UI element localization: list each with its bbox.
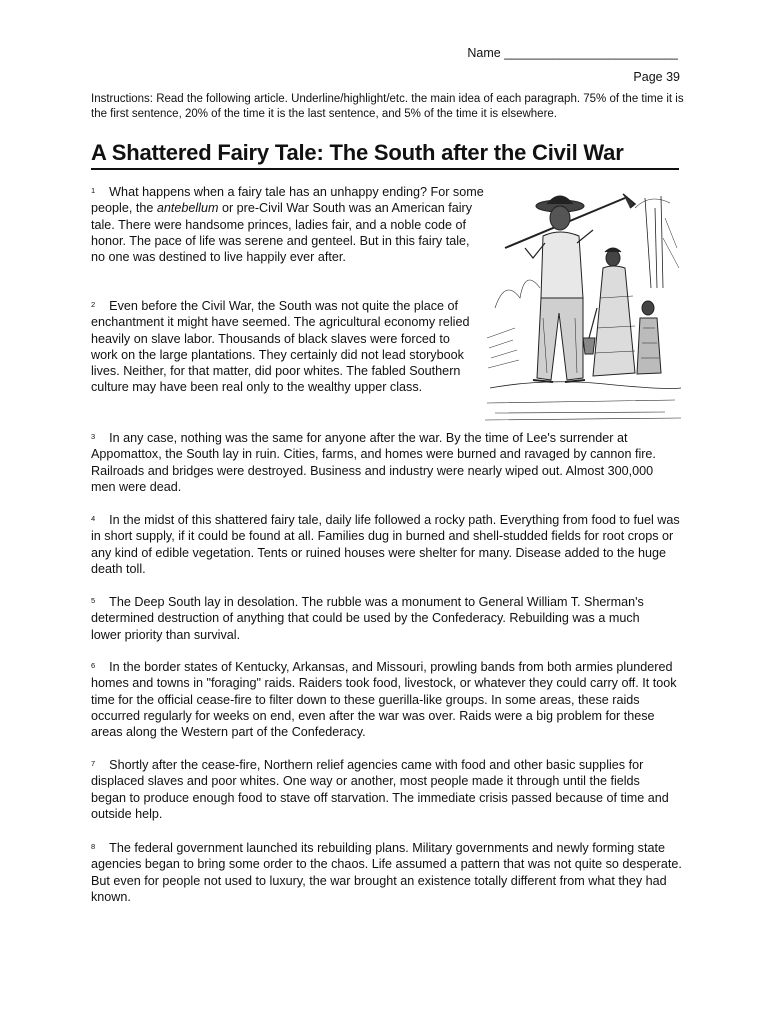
paragraph-number: 6 (91, 661, 96, 670)
paragraph-text: What happens when a fairy tale has an unhappy ending? For some people, the (91, 185, 484, 216)
paragraph-7 (91, 757, 671, 822)
paragraph-text: In any case, nothing was the same for anyone after the war. By the time of Lee's surrender at Appomattox, the South lay in ruin. Cities, farms, and homes were burned and ravaged by cannon fire. Railroads and bridges were destroyed. Business and industry were nearly wiped out. Almost 300,000 men were dead. (91, 431, 656, 494)
paragraph-text: Even before the Civil War, the South was not quite the place of enchantment it might have seemed. The agricultural economy relied heavily on slave labor. Thousands of black slaves were forced to work on the large plantations. They certainly did not lead storybook lives. Neither, for that matter, did poor whites. The fabled Southern culture may have been real only to the wealthy upper class. (91, 299, 470, 395)
paragraph-1 (91, 184, 487, 265)
paragraph-text: In the midst of this shattered fairy tale, daily life followed a rocky path. Everything from food to fuel was in short supply, if it could be found at all. Families dug in burned and shell-studded fields for root crops or any kind of edible vegetation. Tents or ruined houses were shelter for many. Disease added to the huge death toll. (91, 513, 680, 576)
paragraph-text: The Deep South lay in desolation. The rubble was a monument to General William T. Sherman's determined destruction of anything that could be used by the Confederacy. Rebuilding was a much lower priority than survival. (91, 595, 644, 642)
paragraph-number: 5 (91, 596, 96, 605)
paragraph-5 (91, 594, 651, 643)
paragraph-text: Shortly after the cease-fire, Northern relief agencies came with food and other basic supplies for displaced slaves and poor whites. One way or another, most people made it through until the fields began to produce enough food to stave off starvation. The immediate crisis passed because of time and outside help. (91, 758, 669, 821)
paragraph-8 (91, 840, 686, 905)
paragraph-text: The federal government launched its rebuilding plans. Military governments and newly forming state agencies began to bring some order to the chaos. Life assumed a pattern that was not quite so desperate. But even for people not used to luxury, the war brought an existence totally different from what they had known. (91, 841, 682, 904)
paragraph-number: 3 (91, 432, 96, 441)
paragraph-number: 1 (91, 186, 96, 195)
page-number: Page 39 (633, 70, 680, 84)
paragraph-6 (91, 659, 686, 740)
illustration-freed-family-walking (485, 188, 681, 424)
paragraph-number: 7 (91, 759, 96, 768)
paragraph-number: 4 (91, 514, 96, 523)
paragraph-text: or pre-Civil War South was an American fairy tale. There were handsome princes, ladies fair, and a noble code of honor. The pace of life was serene and genteel. But in this fairy tale, no one was destined to live happily ever after. (91, 201, 473, 265)
italic-term: antebellum (156, 201, 219, 216)
paragraph-2 (91, 298, 476, 396)
paragraph-4 (91, 512, 681, 577)
paragraph-3 (91, 430, 681, 495)
paragraph-text: In the border states of Kentucky, Arkansas, and Missouri, prowling bands from both armies plundered homes and towns in "foraging" raids. Raiders took food, livestock, or whatever they could carry off. It took time for the official cease-fire to filter down to these guerilla-like groups. In some areas, these raids occurred regularly for weeks on end, even after the war was over. Raids were a big problem for these areas along the Western part of the Confederacy. (91, 660, 677, 740)
article-title: A Shattered Fairy Tale: The South after the Civil War (91, 140, 679, 170)
paragraph-number: 2 (91, 300, 96, 309)
instructions: Instructions: Read the following article. Underline/highlight/etc. the main idea of each paragraph. 75% of the time it is the first sentence, 20% of the time it is the last sentence, and 5% of the time it is elsewhere. (91, 93, 684, 120)
name-line: Name _________________________ (467, 46, 678, 60)
paragraph-number: 8 (91, 842, 96, 851)
